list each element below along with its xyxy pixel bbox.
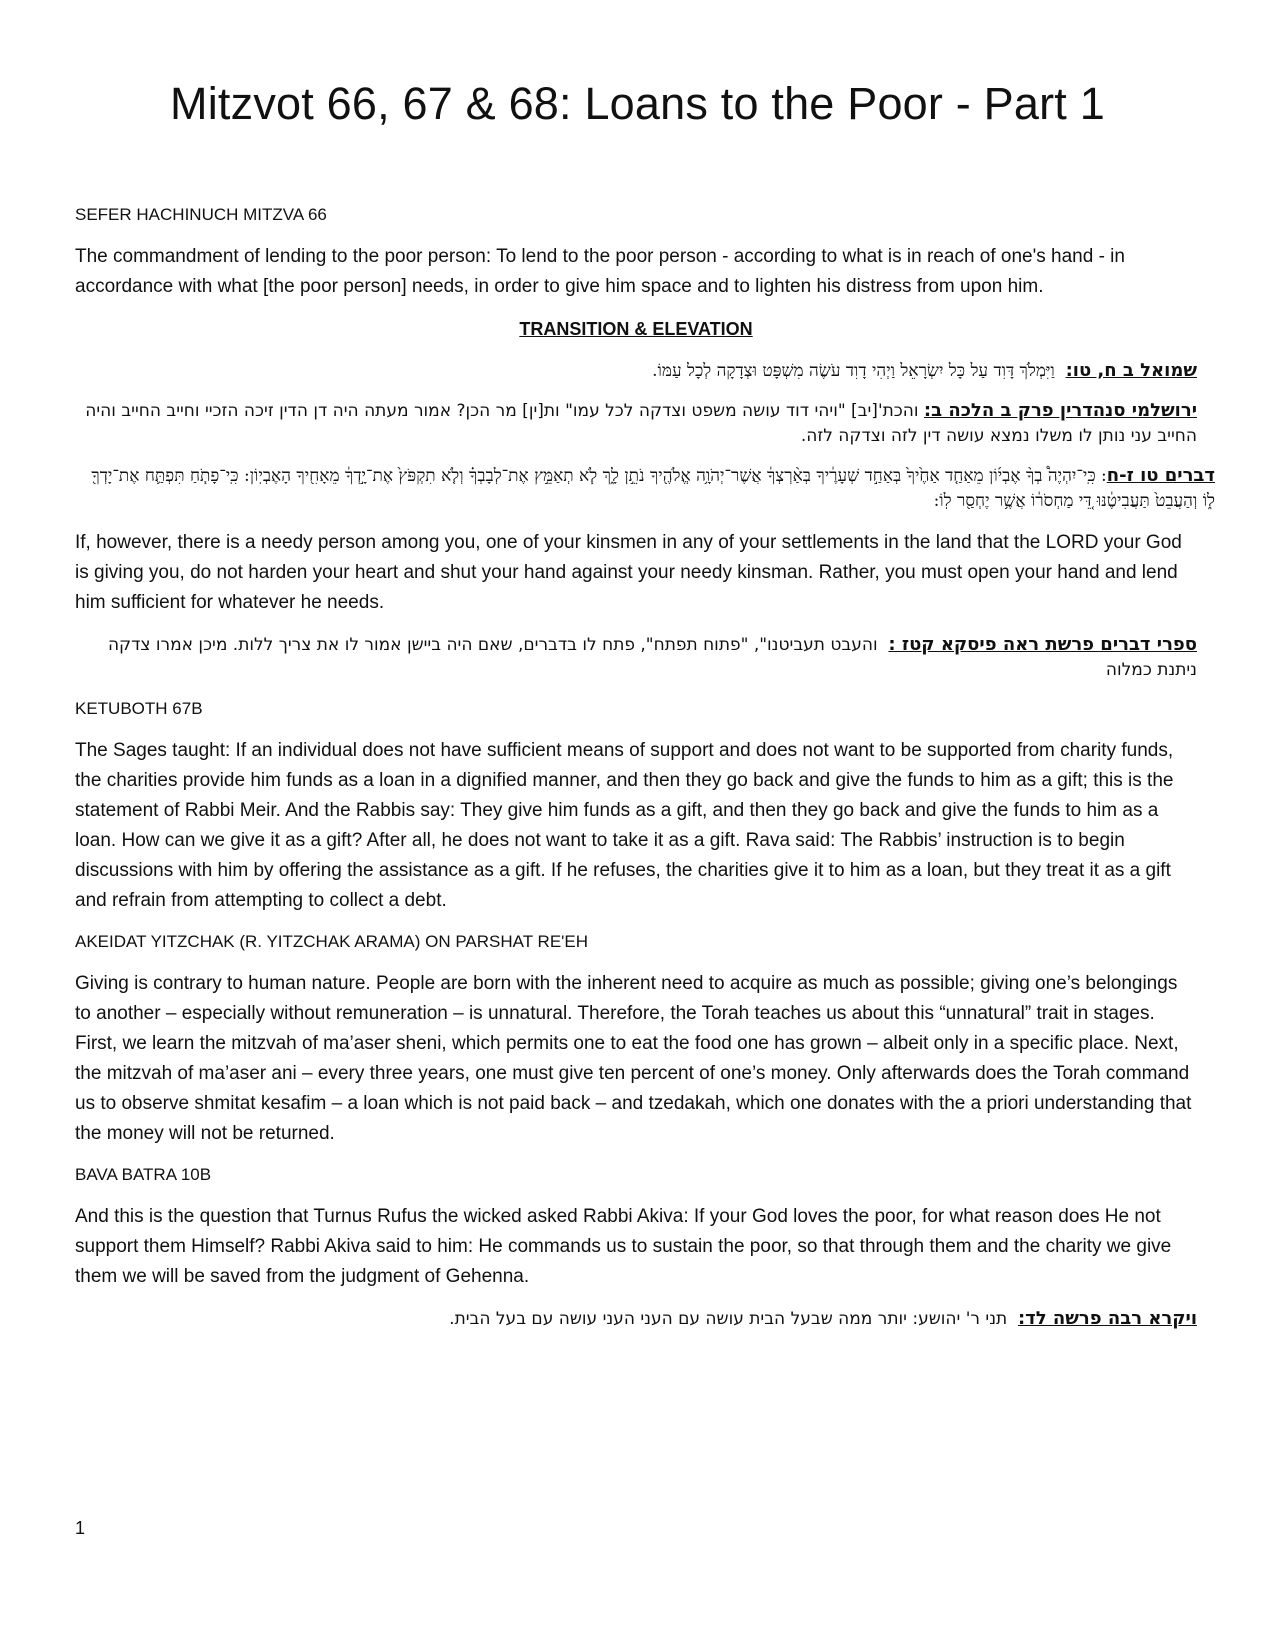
yerushalmi-quote xyxy=(75,398,1197,449)
hachinuch-text: The commandment of lending to the poor person: To lend to the poor person - according to what is in reach of one's hand - in accordance with what [the poor person] needs, in order to give him space and to lighten his distress from upon him. xyxy=(75,246,1125,297)
shmuel-source: שמואל ב ח, טו: xyxy=(1065,360,1197,381)
sifrei-quote xyxy=(75,632,1197,683)
devarim-translation: If, however, there is a needy person among you, one of your kinsmen in any of your settlements in the land that the LORD your God is giving you, do not harden your heart and shut your hand against your needy kinsman. Rather, you must open your hand and lend him sufficient for whatever he needs. xyxy=(75,532,1182,613)
sifrei-text: והעבט תעביטנו", "פתוח תפתח", פתח לו בדברים, שאם היה ביישן אמור לו את צריך ללות. מיכן אמרו צדקה ניתנת כמלוה xyxy=(107,635,1197,680)
akeidat-label: AKEIDAT YITZCHAK (R. YITZCHAK ARAMA) ON PARSHAT RE'EH xyxy=(75,932,589,951)
bava-batra-text: And this is the question that Turnus Rufus the wicked asked Rabbi Akiva: If your God loves the poor, for what reason does He not support them Himself? Rabbi Akiva said to him: He commands us to sustain the poor, so that through them and the charity we give them we will be saved from the judgment of Gehenna. xyxy=(75,1206,1172,1287)
yerushalmi-text: והכת'[יב] "ויהי דוד עושה משפט וצדקה לכל עמו" ות[ין] מר הכן? אמור מעתה היה דן הדין זיכה הזכיי וחייב החייב והיה החייב עני נותן לו משלו נמצא עושה דין לזה וצדקה לזה. xyxy=(85,401,1197,446)
hachinuch-label: SEFER HACHINUCH MITZVA 66 xyxy=(75,205,327,224)
devarim-source: דברים טו ז-ח xyxy=(1106,465,1215,486)
devarim-text: : כִּֽי־יִהְיֶה֩ בְךָ֨ אֶבְי֜וֹן מֵאַחַ֤ד אַחֶ֙יךָ֙ בְּאַחַ֣ד שְׁעָרֶ֔יךָ בְּאַ֨רְצְךָ֔ אֲשֶׁר־יְהֹוָ֥ה אֱלֹהֶ֖יךָ נֹתֵ֣ן לָ֑ךְ לֹ֧א תְאַמֵּ֣ץ אֶת־לְבָבְךָ֗ וְלֹ֤א תִקְפֹּץ֙ אֶת־יָ֣דְךָ֔ מֵאָחִ֖יךָ הָאֶבְיֽוֹן: כִּֽי־פָתֹ֧חַ תִּפְתַּ֛ח אֶת־יָדְךָ֖ ל֑וֹ וְהַעֲבֵט֙ תַּעֲבִיטֶ֔נּוּ דֵּ֚י מַחְסֹר֔וֹ אֲשֶׁ֥ר יֶחְסַ֖ר לֽוֹ: xyxy=(91,466,1215,511)
akeidat-text: Giving is contrary to human nature. People are born with the inherent need to acquire as much as possible; giving one’s belongings to another – especially without remuneration – is unnatural. Therefore, the Torah teaches us about this “unnatural” trait in stages. First, we learn the mitzvah of ma’aser sheni, which permits one to eat the food one has grown – albeit only in a specific place. Next, the mitzvah of ma’aser ani – every three years, one must give ten percent of one’s money. Only afterwards does the Torah command us to observe shmitat kesafim – a loan which is not paid back – and tzedakah, which one donates with the a priori understanding that the money will not be returned. xyxy=(75,973,1192,1144)
page-number: 1 xyxy=(75,1518,86,1538)
document-body xyxy=(75,203,1215,1346)
ketuboth-text: The Sages taught: If an individual does not have sufficient means of support and does not want to be supported from charity funds, the charities provide him funds as a loan in a dignified manner, and then they go back and give the funds to him as a gift; this is the statement of Rabbi Meir. And the Rabbis say: They give him funds as a gift, and then they go back and give the funds to him as a loan. How can we give it as a gift? After all, he does not want to take it as a gift. Rava said: The Rabbis’ instruction is to begin discussions with him by offering the assistance as a gift. If he refuses, the charities give it to him as a loan, but they treat it as a gift and refrain from attempting to collect a debt. xyxy=(75,740,1174,911)
devarim-quote xyxy=(75,463,1215,514)
bava-batra-label: BAVA BATRA 10B xyxy=(75,1165,212,1184)
vayikra-text: תני ר' יהושע: יותר ממה שבעל הבית עושה עם העני העני עושה עם בעל הבית. xyxy=(449,1309,1008,1329)
shmuel-quote xyxy=(75,358,1197,384)
sifrei-source: ספרי דברים פרשת ראה פיסקא קטז : xyxy=(888,634,1197,655)
shmuel-text: וַיִּמְלֹךְ דָּוִד עַל כָּל יִשְׂרָאֵל וַיְהִי דָוִד עֹשֶׂה מִשְׁפָּט וּצְדָקָה לְכָל עַמּוֹ. xyxy=(652,361,1055,381)
vayikra-source: ויקרא רבה פרשה לד: xyxy=(1017,1308,1197,1329)
ketuboth-label: KETUBOTH 67B xyxy=(75,699,203,718)
vayikra-quote xyxy=(75,1306,1197,1332)
yerushalmi-source: ירושלמי סנהדרין פרק ב הלכה ב: xyxy=(923,400,1197,421)
page-title: Mitzvot 66, 67 & 68: Loans to the Poor - Part 1 xyxy=(170,78,1105,129)
transition-heading: TRANSITION & ELEVATION xyxy=(519,319,753,339)
